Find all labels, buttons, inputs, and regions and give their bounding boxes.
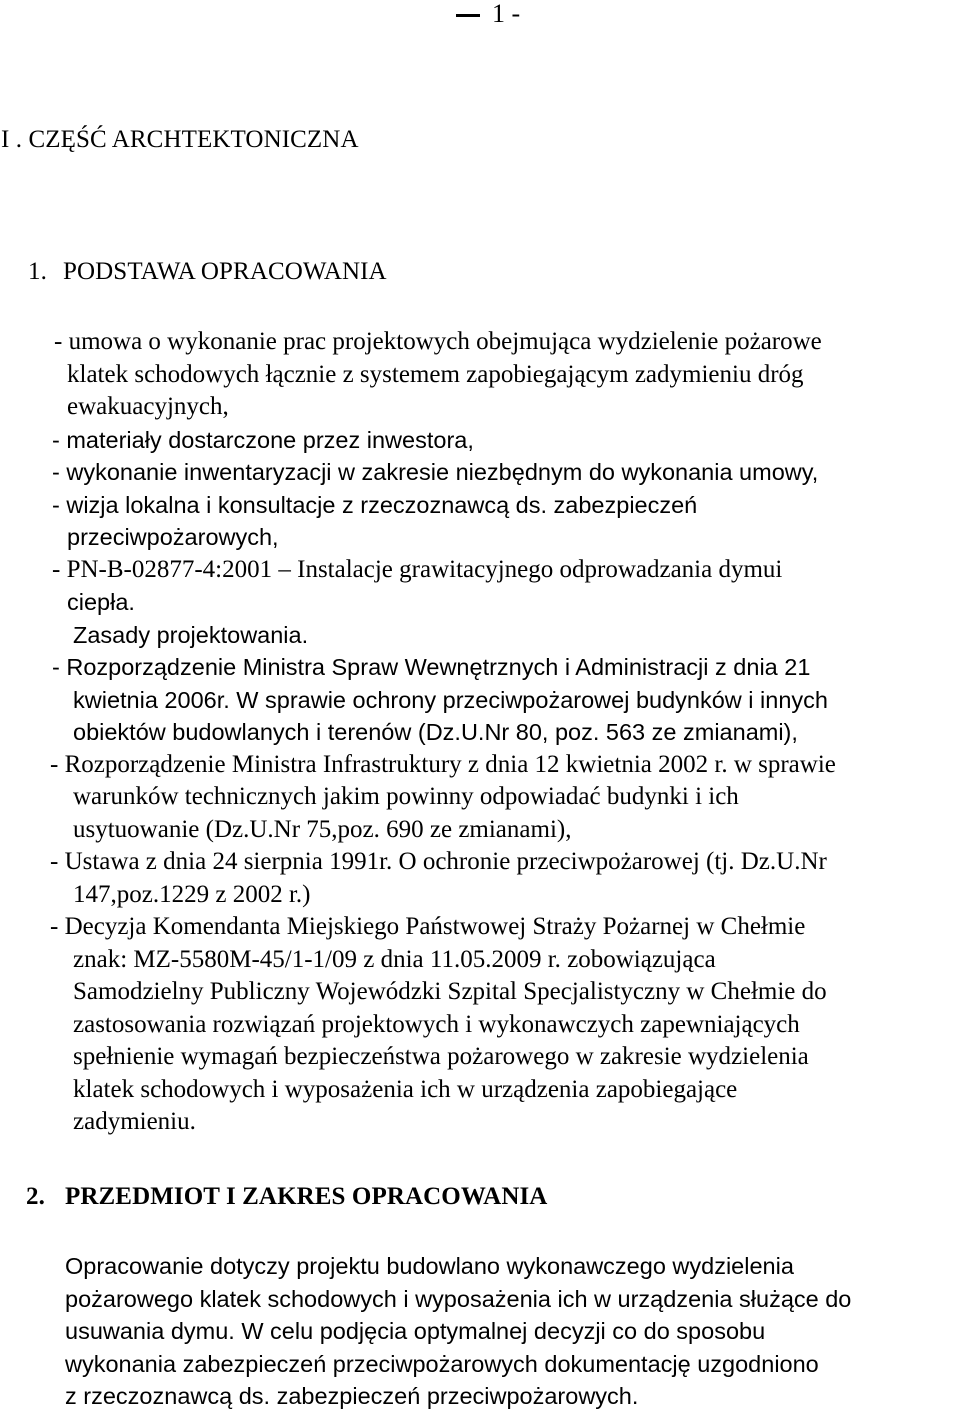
section-1-number: 1. [28,258,47,285]
page-number-dash [456,14,480,17]
page-number-text: 1 - [492,0,521,28]
body-line: zastosowania rozwiązań projektowych i wykonawczych zapewniających [73,1010,800,1038]
body-line: przeciwpożarowych, [67,524,279,550]
body-line: - Decyzja Komendanta Miejskiego Państwowej Straży Pożarnej w Chełmie [50,913,806,940]
body-line: ewakuacyjnych, [67,393,229,420]
body-line: usytuowanie (Dz.U.Nr 75,poz. 690 ze zmianami), [73,815,572,843]
body-line: klatek schodowych i wyposażenia ich w urządzenia zapobiegające [73,1075,738,1103]
body-line: pożarowego klatek schodowych i wyposażenia ich w urządzenia służące do [65,1285,852,1312]
body-line: - Rozporządzenie Ministra Spraw Wewnętrznych i Administracji z dnia 21 [52,654,811,680]
body-line: - umowa o wykonanie prac projektowych obejmująca wydzielenie pożarowe [54,328,822,355]
section-2-heading [26,1181,547,1213]
body-line: spełnienie wymagań bezpieczeństwa pożarowego w zakresie wydzielenia [73,1043,809,1070]
section-2-title: PRZEDMIOT I ZAKRES OPRACOWANIA [65,1183,548,1210]
body-line: ciepła. [67,589,135,615]
section-1-title: PODSTAWA OPRACOWANIA [63,258,387,285]
body-line: - materiały dostarczone przez inwestora, [52,426,474,453]
body-line: - PN-B-02877-4:2001 – Instalacje grawitacyjnego odprowadzania dymui [52,555,783,583]
part-title: I . CZĘŚĆ ARCHTEKTONICZNA [1,126,359,153]
body-line: warunków technicznych jakim powinny odpowiadać budynki i ich [73,783,739,810]
body-line: - Rozporządzenie Ministra Infrastruktury z dnia 12 kwietnia 2002 r. w sprawie [50,750,836,778]
section-1-body [0,326,960,1139]
body-line: znak: MZ-5580M-45/1-1/09 z dnia 11.05.2009 r. zobowiązująca [73,945,716,973]
body-line: Zasady projektowania. [73,621,309,648]
body-line: 147,poz.1229 z 2002 r.) [73,880,311,908]
body-line: zadymieniu. [73,1108,196,1135]
body-line: kwietnia 2006r. W sprawie ochrony przeciwpożarowej budynków i innych [73,686,828,713]
body-line: - wykonanie inwentaryzacji w zakresie niezbędnym do wykonania umowy, [52,459,819,485]
body-line: - Ustawa z dnia 24 sierpnia 1991r. O ochronie przeciwpożarowej (tj. Dz.U.Nr [50,848,827,875]
body-line: Samodzielny Publiczny Wojewódzki Szpital Specjalistyczny w Chełmie do [73,978,827,1005]
page-number [456,0,520,34]
section-2-body [65,1250,945,1413]
body-line: usuwania dymu. W celu podjęcia optymalnej decyzji co do sposobu [65,1318,766,1345]
body-line: obiektów budowlanych i terenów (Dz.U.Nr 80, poz. 563 ze zmianami), [73,719,798,745]
section-2-number: 2. [26,1183,45,1210]
section-1-heading [28,256,387,288]
body-line: - wizja lokalna i konsultacje z rzeczoznawcą ds. zabezpieczeń [52,491,698,518]
body-line: Opracowanie dotyczy projektu budowlano wykonawczego wydzielenia [65,1253,794,1279]
body-line: wykonania zabezpieczeń przeciwpożarowych dokumentację uzgodniono [65,1350,819,1377]
body-line: z rzeczoznawcą ds. zabezpieczeń przeciwpożarowych. [65,1383,639,1410]
body-line: klatek schodowych łącznie z systemem zapobiegającym zadymieniu dróg [67,360,804,388]
